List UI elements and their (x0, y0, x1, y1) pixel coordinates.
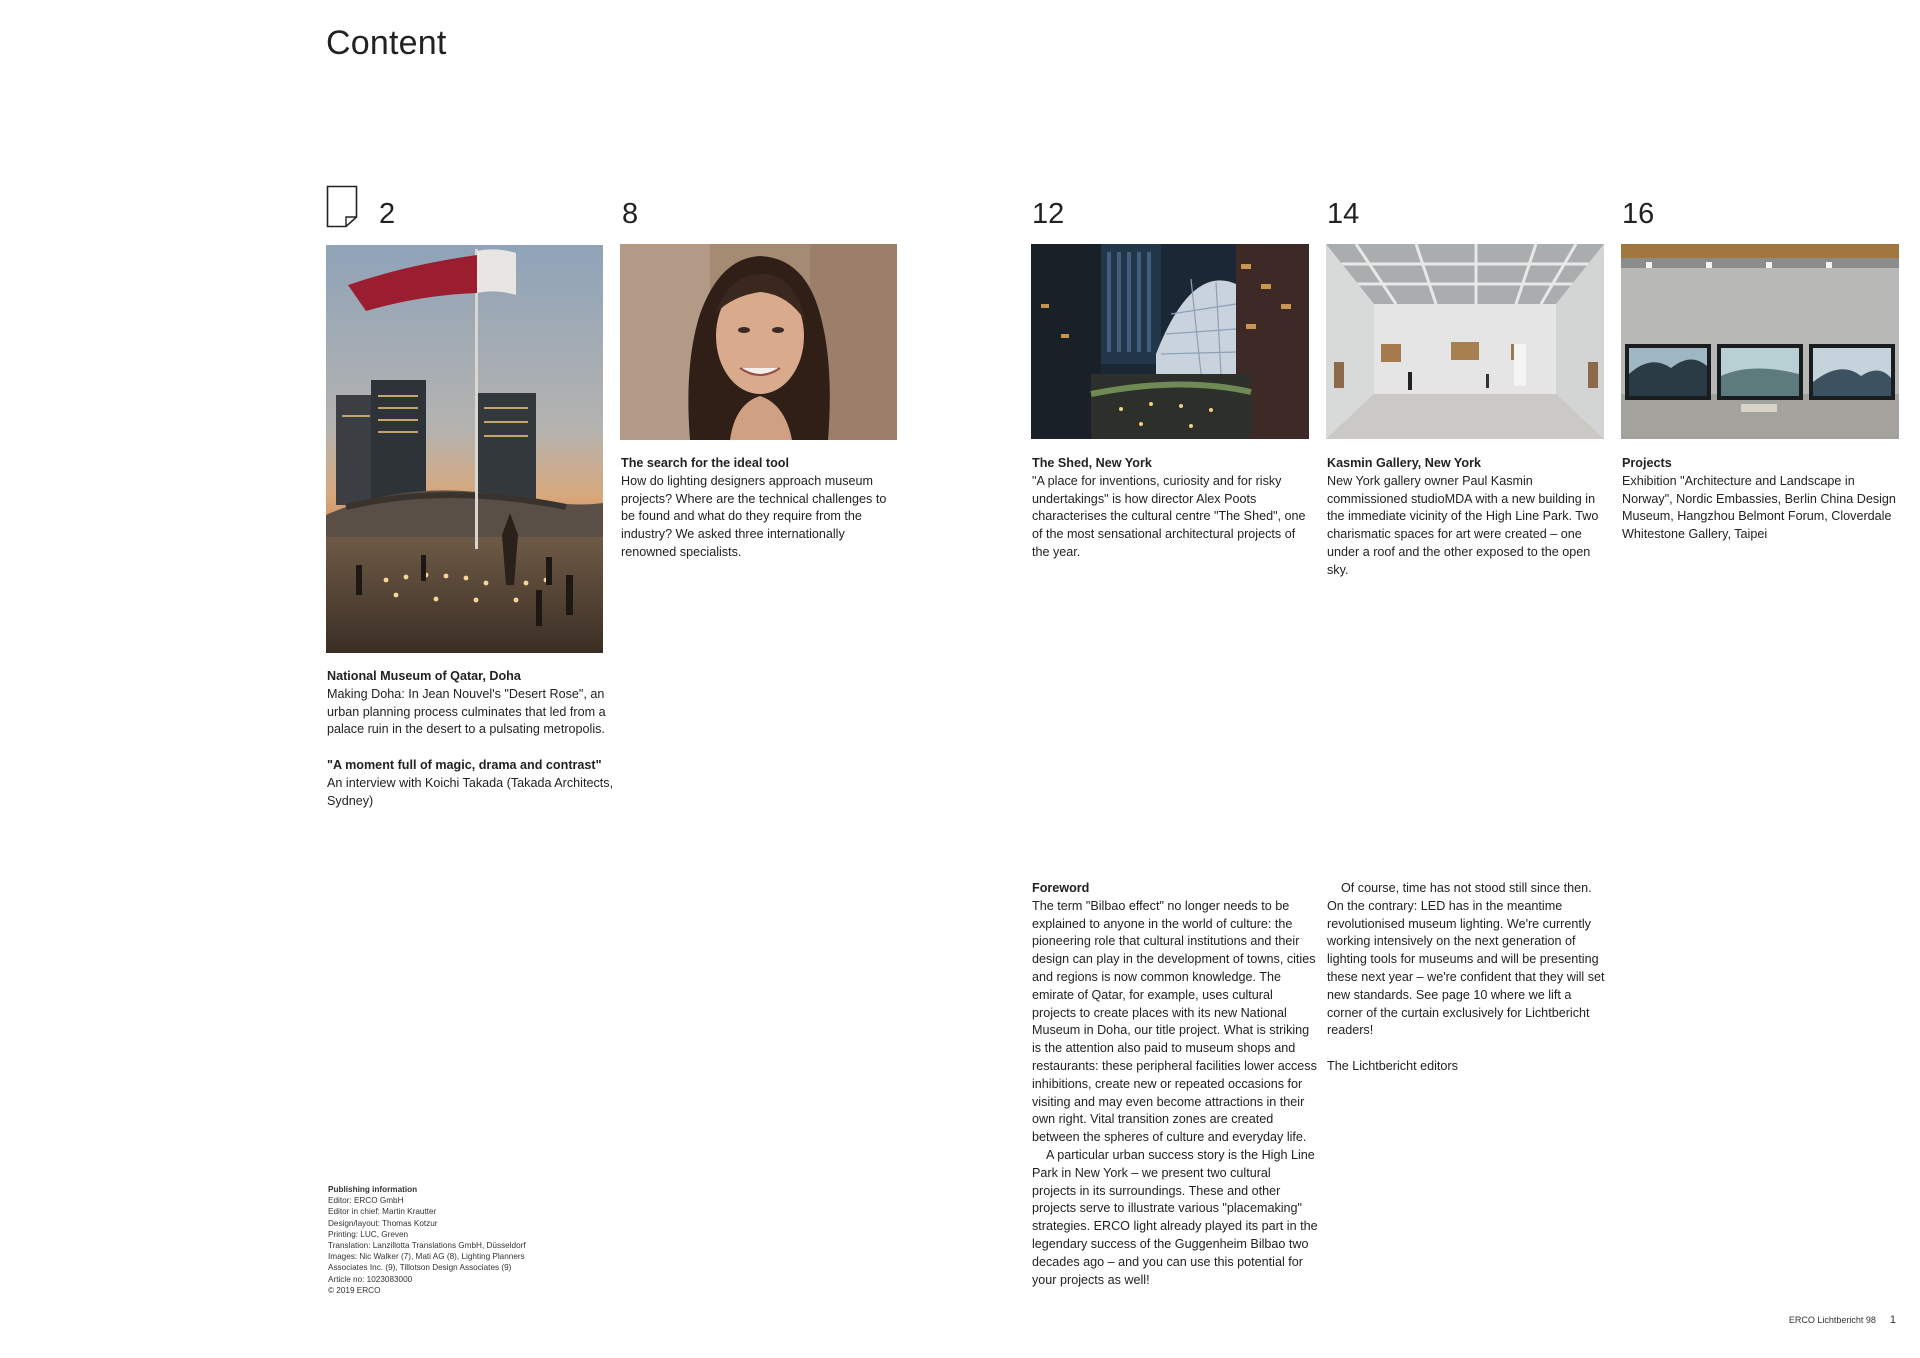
entry-number-projects: 16 (1622, 198, 1655, 230)
publishing-line: Design/layout: Thomas Kotzur (328, 1218, 438, 1228)
foreword-paragraph-3: Of course, time has not stood still since then. On the contrary: LED has in the meantime revolutionised museum lighting. We're currently working intensively on the next generation of lighting tools for museums and will be presenting these next year – we're confident that they will set new standards. See page 10 where we lift a corner of the curtain exclusively for Lichtbericht readers! (1327, 881, 1605, 1038)
foreword-column-1 (1032, 880, 1318, 1289)
entry-text-interview: An interview with Koichi Takada (Takada Architects, Sydney) (327, 775, 614, 808)
entry-shed (1032, 455, 1310, 562)
entry-text-projects: Exhibition "Architecture and Landscape in Norway", Nordic Embassies, Berlin China Design Museum, Hangzhou Belmont Forum, Cloverdale Whitestone Gallery, Taipei (1622, 473, 1896, 542)
publication-name: ERCO Lichtbericht 98 (1788, 1315, 1876, 1325)
entry-heading-shed: The Shed, New York (1032, 456, 1152, 470)
publishing-information (328, 1184, 568, 1296)
foreword-paragraph-1: The term "Bilbao effect" no longer needs to be explained to anyone in the world of culture: the pioneering role that cultural institutions and their design can play in the development of towns, cities and regions is now common knowledge. The emirate of Qatar, for example, uses cultural projects to create places with its new National Museum in Doha, our title project. What is striking is the attention also paid to museum shops and restaurants: these peripheral facilities lower access inhibitions, create new or repeated occasions for visiting and may even become attractions in their own right. Vital transition zones are created between the spheres of culture and everyday life. (1032, 898, 1317, 1145)
entry-heading-tool: The search for the ideal tool (621, 456, 789, 470)
entry-number-tool: 8 (622, 198, 639, 230)
entry-number-kasmin: 14 (1327, 198, 1360, 230)
publishing-line: Printing: LUC, Greven (328, 1229, 409, 1239)
publishing-line: Associates Inc. (9), Tillotson Design Associates (9) (328, 1263, 512, 1273)
entry-heading-qatar: National Museum of Qatar, Doha (327, 669, 521, 683)
entry-tool (621, 455, 899, 562)
page-title: Content (326, 24, 447, 62)
entry-number-shed: 12 (1032, 198, 1065, 230)
entry-projects (1622, 455, 1902, 544)
foreword-heading: Foreword (1032, 881, 1090, 895)
qatar-museum-photo (326, 245, 603, 653)
entry-text-shed: "A place for inventions, curiosity and for risky undertakings" is how director Alex Poots characterises the cultural centre "The Shed", one of the most sensational architectural projects of the year. (1032, 473, 1306, 559)
publishing-line: Editor: ERCO GmbH (328, 1196, 404, 1206)
publishing-line: © 2019 ERCO (328, 1285, 381, 1295)
publishing-line: Images: Nic Walker (7), Mati AG (8), Lighting Planners (328, 1252, 525, 1262)
publishing-heading: Publishing information (328, 1185, 418, 1194)
publishing-line: Article no: 1023083000 (328, 1274, 413, 1284)
projects-exhibition-photo (1621, 244, 1899, 439)
entry-text-kasmin: New York gallery owner Paul Kasmin commissioned studioMDA with a new building in the immediate vicinity of the High Line Park. Two charismatic spaces for art were created – one under a roof and the other exposed to the open sky. (1327, 473, 1599, 577)
publishing-line: Editor in chief: Martin Krautter (328, 1207, 437, 1217)
entry-text-tool: How do lighting designers approach museum projects? Where are the technical challenges to be found and what do they require from the industry? We asked three internationally renowned specialists. (621, 473, 887, 559)
the-shed-photo (1031, 244, 1309, 439)
portrait-photo (620, 244, 897, 440)
entry-heading-kasmin: Kasmin Gallery, New York (1327, 456, 1481, 470)
entry-number-qatar: 2 (379, 198, 396, 230)
entry-heading-interview: "A moment full of magic, drama and contrast" (327, 758, 602, 773)
page-number: 1 (1889, 1314, 1896, 1326)
page-icon (326, 185, 358, 228)
entry-heading-projects: Projects (1622, 456, 1672, 470)
publishing-line: Translation: Lanzillotta Translations GmbH, Düsseldorf (328, 1241, 526, 1251)
entry-text-qatar: Making Doha: In Jean Nouvel's "Desert Rose", an urban planning process culminates that led from a palace ruin in the desert to a pulsating metropolis. (327, 686, 606, 737)
entry-kasmin (1327, 455, 1607, 580)
foreword-column-2 (1327, 880, 1607, 1076)
kasmin-gallery-photo (1326, 244, 1604, 439)
page-footer (1789, 1314, 1896, 1326)
foreword-signature: The Lichtbericht editors (1327, 1058, 1458, 1073)
foreword-paragraph-2: A particular urban success story is the High Line Park in New York – we present two cultural projects in its surroundings. These and other projects serve to illustrate various "placemaking" strategies. ERCO light already played its part in the legendary success of the Guggenheim Bilbao two decades ago – and you can use this potential for your projects as well! (1032, 1147, 1318, 1287)
entry-qatar (327, 668, 617, 811)
